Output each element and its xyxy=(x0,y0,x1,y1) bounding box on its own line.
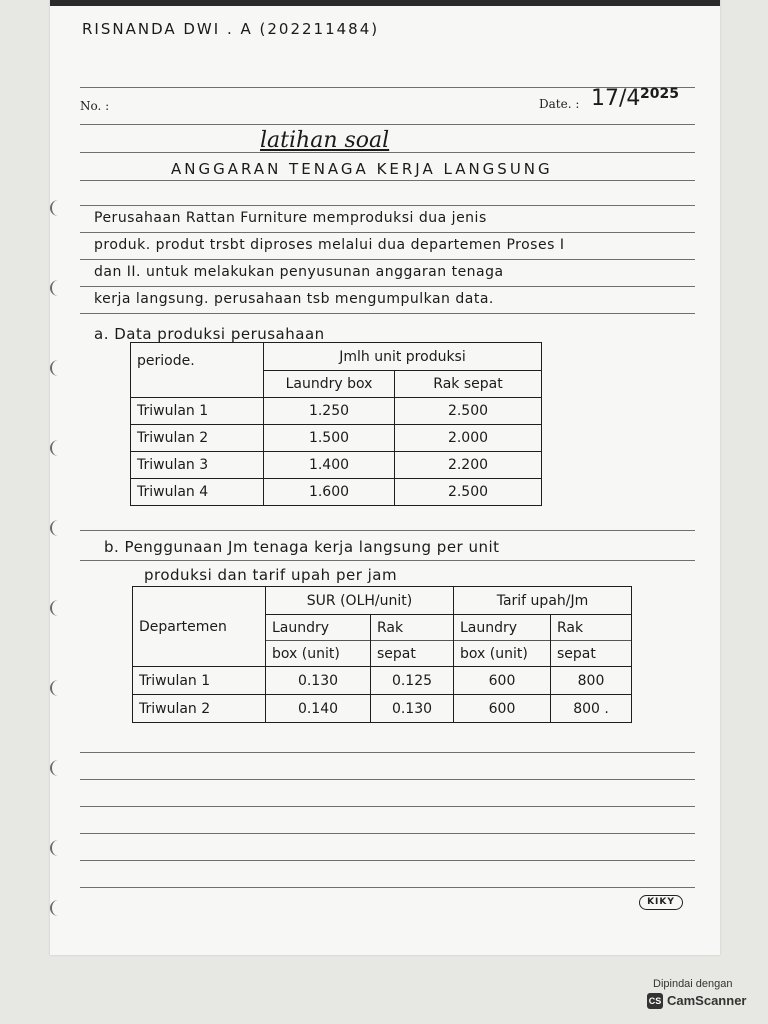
student-name: RISNANDA DWI . A (202211484) xyxy=(82,20,380,38)
table-a-laundry: 1.600 xyxy=(264,479,395,506)
table-b-sur-laundry: 0.140 xyxy=(266,695,371,723)
production-data-table xyxy=(130,342,542,506)
ruled-line xyxy=(80,887,695,888)
scanner-caption: Dipindai dengan xyxy=(653,978,733,990)
table-b-tarif-laundry: 600 xyxy=(454,667,551,695)
ruled-line xyxy=(80,860,695,861)
subheader-rak-sepat: sepat xyxy=(551,641,632,667)
ruled-line xyxy=(80,124,695,125)
no-label: No. : xyxy=(80,99,110,113)
paragraph-line-3: dan II. untuk melakukan penyusunan anggaran tenaga xyxy=(94,264,504,280)
table-b-period: Triwulan 1 xyxy=(133,667,266,695)
date-label: Date. : xyxy=(539,97,580,111)
binding-hole xyxy=(50,200,62,216)
table-b-tarif-rak: 800 xyxy=(551,667,632,695)
notebook-page xyxy=(50,0,720,955)
camscanner-watermark xyxy=(643,973,755,1015)
table-a-rak: 2.500 xyxy=(395,398,542,425)
labor-usage-table xyxy=(132,586,632,723)
subheader-laundry: Laundry xyxy=(454,615,551,641)
table-b-sur-laundry: 0.130 xyxy=(266,667,371,695)
table-a-period: Triwulan 4 xyxy=(131,479,264,506)
ruled-line xyxy=(80,752,695,753)
binding-hole xyxy=(50,520,62,536)
section-b-heading-line-1: b. Penggunaan Jm tenaga kerja langsung per unit xyxy=(104,538,500,556)
subheader-rak-sepat: Rak sepat xyxy=(395,371,542,398)
header-departemen: Departemen xyxy=(133,587,266,667)
subheader-laundry-unit: box (unit) xyxy=(266,641,371,667)
page-top-edge xyxy=(50,0,720,6)
notebook-brand-logo: KIKY xyxy=(639,895,683,910)
date-year: 2025 xyxy=(640,86,679,102)
section-a-heading: a. Data produksi perusahaan xyxy=(94,325,325,343)
header-sur: SUR (OLH/unit) xyxy=(266,587,454,615)
header-periode: periode. xyxy=(131,343,264,398)
camscanner-icon: CS xyxy=(647,993,663,1009)
binding-hole xyxy=(50,840,62,856)
page-title: latihan soal xyxy=(260,128,390,153)
table-b-tarif-rak: 800 . xyxy=(551,695,632,723)
header-tarif: Tarif upah/Jm xyxy=(454,587,632,615)
binding-hole xyxy=(50,360,62,376)
table-b-sur-rak: 0.130 xyxy=(371,695,454,723)
table-a-period: Triwulan 1 xyxy=(131,398,264,425)
ruled-line xyxy=(80,530,695,531)
ruled-line xyxy=(80,560,695,561)
ruled-line xyxy=(80,205,695,206)
table-a-laundry: 1.500 xyxy=(264,425,395,452)
ruled-line xyxy=(80,286,695,287)
binding-hole xyxy=(50,280,62,296)
table-a-rak: 2.500 xyxy=(395,479,542,506)
table-a-period: Triwulan 3 xyxy=(131,452,264,479)
scanner-brand: CamScanner xyxy=(667,993,747,1008)
table-a-period: Triwulan 2 xyxy=(131,425,264,452)
ruled-line xyxy=(80,259,695,260)
subheader-laundry-box: Laundry box xyxy=(264,371,395,398)
table-a-laundry: 1.400 xyxy=(264,452,395,479)
binding-hole xyxy=(50,440,62,456)
subheader-rak-sepat: sepat xyxy=(371,641,454,667)
paragraph-line-2: produk. produt trsbt diproses melalui dua departemen Proses I xyxy=(94,237,565,253)
binding-hole xyxy=(50,760,62,776)
page-subtitle: ANGGARAN TENAGA KERJA LANGSUNG xyxy=(171,160,553,178)
paragraph-line-4: kerja langsung. perusahaan tsb mengumpulkan data. xyxy=(94,291,494,307)
ruled-line xyxy=(80,833,695,834)
ruled-line xyxy=(80,779,695,780)
subheader-laundry-unit: box (unit) xyxy=(454,641,551,667)
table-b-period: Triwulan 2 xyxy=(133,695,266,723)
date-day-month: 17/4 xyxy=(591,86,641,111)
table-b-sur-rak: 0.125 xyxy=(371,667,454,695)
header-unit-production: Jmlh unit produksi xyxy=(264,343,542,371)
ruled-line xyxy=(80,313,695,314)
table-a-laundry: 1.250 xyxy=(264,398,395,425)
subheader-rak: Rak xyxy=(371,615,454,641)
table-b-tarif-laundry: 600 xyxy=(454,695,551,723)
ruled-line xyxy=(80,232,695,233)
table-a-rak: 2.000 xyxy=(395,425,542,452)
binding-hole xyxy=(50,600,62,616)
section-b-heading-line-2: produksi dan tarif upah per jam xyxy=(144,566,398,584)
binding-hole xyxy=(50,900,62,916)
binding-hole xyxy=(50,680,62,696)
table-a-rak: 2.200 xyxy=(395,452,542,479)
paragraph-line-1: Perusahaan Rattan Furniture memproduksi dua jenis xyxy=(94,210,487,226)
subheader-rak: Rak xyxy=(551,615,632,641)
ruled-line xyxy=(80,806,695,807)
ruled-line xyxy=(80,180,695,181)
subheader-laundry: Laundry xyxy=(266,615,371,641)
